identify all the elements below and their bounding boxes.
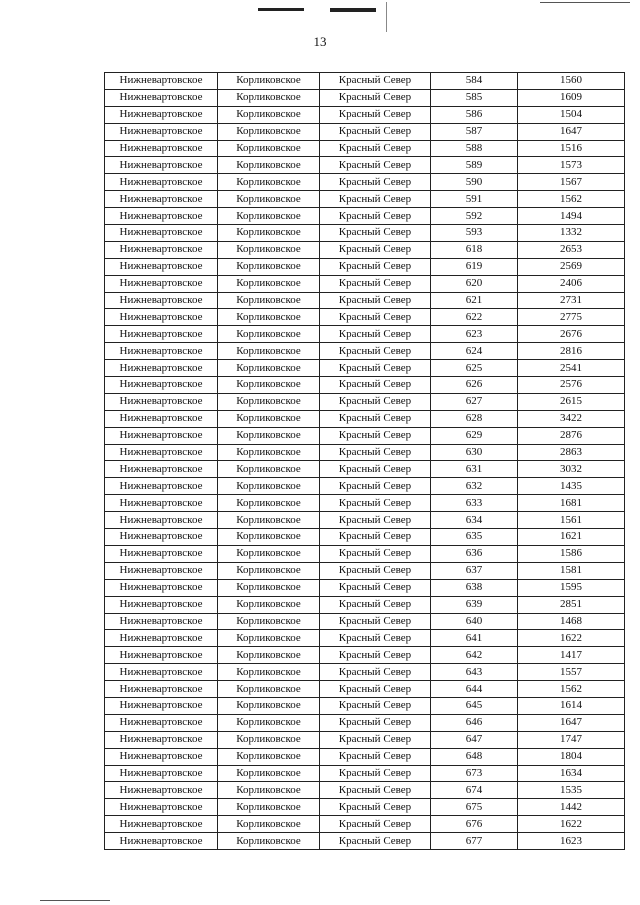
table-cell: Нижневартовское bbox=[105, 782, 218, 799]
table-cell: 593 bbox=[431, 225, 518, 242]
table-cell: Нижневартовское bbox=[105, 123, 218, 140]
table-cell: Нижневартовское bbox=[105, 529, 218, 546]
table-cell: 638 bbox=[431, 579, 518, 596]
table-cell: 1332 bbox=[518, 225, 625, 242]
table-cell: 2731 bbox=[518, 292, 625, 309]
table-cell: Корликовское bbox=[218, 427, 320, 444]
table-row bbox=[105, 579, 625, 596]
table-cell: 619 bbox=[431, 258, 518, 275]
table-row bbox=[105, 461, 625, 478]
table-cell: Нижневартовское bbox=[105, 816, 218, 833]
table-row bbox=[105, 681, 625, 698]
table-cell: 592 bbox=[431, 208, 518, 225]
table-cell: Корликовское bbox=[218, 360, 320, 377]
table-row bbox=[105, 816, 625, 833]
table-cell: 625 bbox=[431, 360, 518, 377]
table-cell: 631 bbox=[431, 461, 518, 478]
table-cell: 643 bbox=[431, 664, 518, 681]
table-cell: Нижневартовское bbox=[105, 73, 218, 90]
table-row bbox=[105, 512, 625, 529]
table-cell: 621 bbox=[431, 292, 518, 309]
table-row bbox=[105, 258, 625, 275]
table-cell: Корликовское bbox=[218, 799, 320, 816]
table-cell: Красный Север bbox=[320, 799, 431, 816]
table-cell: 673 bbox=[431, 765, 518, 782]
table-cell: Красный Север bbox=[320, 89, 431, 106]
table-cell: Красный Север bbox=[320, 427, 431, 444]
table-cell: 633 bbox=[431, 495, 518, 512]
table-cell: 632 bbox=[431, 478, 518, 495]
table-cell: 586 bbox=[431, 106, 518, 123]
table-cell: Корликовское bbox=[218, 562, 320, 579]
table-cell: Корликовское bbox=[218, 697, 320, 714]
table-cell: 1609 bbox=[518, 89, 625, 106]
table-cell: 675 bbox=[431, 799, 518, 816]
table-cell: 590 bbox=[431, 174, 518, 191]
table-cell: 1573 bbox=[518, 157, 625, 174]
table-cell: 626 bbox=[431, 377, 518, 394]
table-cell: Нижневартовское bbox=[105, 225, 218, 242]
table-row bbox=[105, 545, 625, 562]
table-cell: 641 bbox=[431, 630, 518, 647]
table-cell: 1747 bbox=[518, 731, 625, 748]
table-cell: 2851 bbox=[518, 596, 625, 613]
table-cell: 584 bbox=[431, 73, 518, 90]
table-cell: Корликовское bbox=[218, 292, 320, 309]
table-cell: Корликовское bbox=[218, 748, 320, 765]
table-cell: 676 bbox=[431, 816, 518, 833]
table-cell: Нижневартовское bbox=[105, 444, 218, 461]
table-row bbox=[105, 89, 625, 106]
table-cell: Нижневартовское bbox=[105, 427, 218, 444]
table-cell: Корликовское bbox=[218, 714, 320, 731]
table-cell: Нижневартовское bbox=[105, 275, 218, 292]
table-cell: 1621 bbox=[518, 529, 625, 546]
table-row bbox=[105, 157, 625, 174]
table-row bbox=[105, 613, 625, 630]
table-cell: Корликовское bbox=[218, 545, 320, 562]
table-cell: Красный Север bbox=[320, 748, 431, 765]
table-cell: Красный Север bbox=[320, 478, 431, 495]
table-cell: Корликовское bbox=[218, 444, 320, 461]
table-cell: 634 bbox=[431, 512, 518, 529]
table-row bbox=[105, 495, 625, 512]
table-cell: 624 bbox=[431, 343, 518, 360]
table-cell: 642 bbox=[431, 647, 518, 664]
table-cell: Корликовское bbox=[218, 782, 320, 799]
scan-artifact bbox=[330, 8, 376, 12]
table-cell: Нижневартовское bbox=[105, 191, 218, 208]
table-cell: Корликовское bbox=[218, 630, 320, 647]
table-cell: Нижневартовское bbox=[105, 343, 218, 360]
table-cell: Нижневартовское bbox=[105, 748, 218, 765]
table-cell: 1622 bbox=[518, 630, 625, 647]
table-cell: Красный Север bbox=[320, 140, 431, 157]
table-cell: 1562 bbox=[518, 191, 625, 208]
table-cell: Нижневартовское bbox=[105, 106, 218, 123]
table-cell: Нижневартовское bbox=[105, 89, 218, 106]
table-cell: 645 bbox=[431, 697, 518, 714]
table-cell: Корликовское bbox=[218, 833, 320, 850]
table-cell: 2816 bbox=[518, 343, 625, 360]
table-row bbox=[105, 410, 625, 427]
table-cell: 674 bbox=[431, 782, 518, 799]
table-row bbox=[105, 562, 625, 579]
table-cell: Красный Север bbox=[320, 258, 431, 275]
table-cell: 2676 bbox=[518, 326, 625, 343]
table-cell: 639 bbox=[431, 596, 518, 613]
table-cell: Корликовское bbox=[218, 681, 320, 698]
table-row bbox=[105, 478, 625, 495]
table-cell: Корликовское bbox=[218, 123, 320, 140]
table-cell: 647 bbox=[431, 731, 518, 748]
table-cell: Красный Север bbox=[320, 410, 431, 427]
table-row bbox=[105, 275, 625, 292]
table-cell: 591 bbox=[431, 191, 518, 208]
table-cell: Нижневартовское bbox=[105, 140, 218, 157]
table-cell: Красный Север bbox=[320, 123, 431, 140]
table-row bbox=[105, 748, 625, 765]
table-cell: 635 bbox=[431, 529, 518, 546]
scan-artifact bbox=[40, 900, 110, 901]
table-cell: Нижневартовское bbox=[105, 697, 218, 714]
table-cell: Красный Север bbox=[320, 596, 431, 613]
table-cell: Корликовское bbox=[218, 309, 320, 326]
table-cell: Корликовское bbox=[218, 140, 320, 157]
table-cell: Красный Север bbox=[320, 191, 431, 208]
table-row bbox=[105, 664, 625, 681]
table-cell: Корликовское bbox=[218, 106, 320, 123]
table-cell: Красный Север bbox=[320, 630, 431, 647]
table-cell: Нижневартовское bbox=[105, 714, 218, 731]
table-cell: 1560 bbox=[518, 73, 625, 90]
table-cell: 2569 bbox=[518, 258, 625, 275]
table-cell: Корликовское bbox=[218, 664, 320, 681]
table-row bbox=[105, 174, 625, 191]
table-cell: 1442 bbox=[518, 799, 625, 816]
table-cell: 618 bbox=[431, 241, 518, 258]
table-cell: Нижневартовское bbox=[105, 512, 218, 529]
table-cell: 2615 bbox=[518, 393, 625, 410]
table-cell: 623 bbox=[431, 326, 518, 343]
table-cell: Красный Север bbox=[320, 309, 431, 326]
table-row bbox=[105, 360, 625, 377]
table-cell: 2863 bbox=[518, 444, 625, 461]
page-number: 13 bbox=[313, 34, 327, 49]
table-cell: 1567 bbox=[518, 174, 625, 191]
table-cell: 1647 bbox=[518, 714, 625, 731]
table-cell: Корликовское bbox=[218, 377, 320, 394]
table-cell: 2406 bbox=[518, 275, 625, 292]
table-cell: 3422 bbox=[518, 410, 625, 427]
table-cell: Нижневартовское bbox=[105, 174, 218, 191]
table-cell: 677 bbox=[431, 833, 518, 850]
table-cell: Красный Север bbox=[320, 714, 431, 731]
table-row bbox=[105, 782, 625, 799]
table-cell: Красный Север bbox=[320, 326, 431, 343]
table-cell: 1681 bbox=[518, 495, 625, 512]
table-cell: 1468 bbox=[518, 613, 625, 630]
table-cell: Нижневартовское bbox=[105, 157, 218, 174]
table-cell: 585 bbox=[431, 89, 518, 106]
table-cell: 1804 bbox=[518, 748, 625, 765]
table-cell: Нижневартовское bbox=[105, 292, 218, 309]
table-row bbox=[105, 393, 625, 410]
table-cell: 1504 bbox=[518, 106, 625, 123]
table-cell: Красный Север bbox=[320, 833, 431, 850]
table-cell: Красный Север bbox=[320, 174, 431, 191]
table-cell: Красный Север bbox=[320, 731, 431, 748]
table-cell: 1557 bbox=[518, 664, 625, 681]
table-cell: Красный Север bbox=[320, 393, 431, 410]
table-cell: Нижневартовское bbox=[105, 562, 218, 579]
table-cell: Нижневартовское bbox=[105, 461, 218, 478]
table-cell: Корликовское bbox=[218, 731, 320, 748]
table-cell: Красный Север bbox=[320, 292, 431, 309]
table-cell: Красный Север bbox=[320, 444, 431, 461]
table-cell: 627 bbox=[431, 393, 518, 410]
table-cell: Красный Север bbox=[320, 241, 431, 258]
table-cell: Красный Север bbox=[320, 377, 431, 394]
table-cell: 648 bbox=[431, 748, 518, 765]
table-cell: Корликовское bbox=[218, 410, 320, 427]
table-cell: 1622 bbox=[518, 816, 625, 833]
table-cell: Корликовское bbox=[218, 393, 320, 410]
table-cell: Нижневартовское bbox=[105, 579, 218, 596]
table-cell: Красный Север bbox=[320, 579, 431, 596]
table-row bbox=[105, 630, 625, 647]
table-cell: 588 bbox=[431, 140, 518, 157]
table-cell: Нижневартовское bbox=[105, 410, 218, 427]
table-row bbox=[105, 444, 625, 461]
table-cell: Нижневартовское bbox=[105, 799, 218, 816]
table-cell: Корликовское bbox=[218, 647, 320, 664]
table-cell: 2541 bbox=[518, 360, 625, 377]
table-cell: 587 bbox=[431, 123, 518, 140]
table-cell: Корликовское bbox=[218, 613, 320, 630]
table-cell: 1647 bbox=[518, 123, 625, 140]
table-cell: Корликовское bbox=[218, 579, 320, 596]
table-cell: Нижневартовское bbox=[105, 545, 218, 562]
table-cell: 1417 bbox=[518, 647, 625, 664]
table-cell: 1516 bbox=[518, 140, 625, 157]
table-cell: Корликовское bbox=[218, 326, 320, 343]
table-cell: Нижневартовское bbox=[105, 208, 218, 225]
table-row bbox=[105, 697, 625, 714]
table-cell: 1581 bbox=[518, 562, 625, 579]
table-cell: Нижневартовское bbox=[105, 360, 218, 377]
table-cell: Корликовское bbox=[218, 225, 320, 242]
table-cell: Нижневартовское bbox=[105, 377, 218, 394]
table-cell: Корликовское bbox=[218, 495, 320, 512]
table-cell: Корликовское bbox=[218, 461, 320, 478]
table-cell: Красный Север bbox=[320, 765, 431, 782]
table-row bbox=[105, 73, 625, 90]
table-cell: Красный Север bbox=[320, 664, 431, 681]
table-cell: 620 bbox=[431, 275, 518, 292]
table-cell: Нижневартовское bbox=[105, 664, 218, 681]
table-cell: Корликовское bbox=[218, 816, 320, 833]
table-cell: 622 bbox=[431, 309, 518, 326]
table-cell: 2876 bbox=[518, 427, 625, 444]
table-cell: Нижневартовское bbox=[105, 596, 218, 613]
table-cell: 2775 bbox=[518, 309, 625, 326]
table-cell: Корликовское bbox=[218, 596, 320, 613]
table-cell: Корликовское bbox=[218, 258, 320, 275]
table-cell: 1535 bbox=[518, 782, 625, 799]
table-cell: 1562 bbox=[518, 681, 625, 698]
table-row bbox=[105, 427, 625, 444]
table-cell: Красный Север bbox=[320, 529, 431, 546]
table-row bbox=[105, 731, 625, 748]
scan-artifact bbox=[540, 2, 630, 3]
table-cell: Нижневартовское bbox=[105, 241, 218, 258]
table-cell: Красный Север bbox=[320, 73, 431, 90]
table-row bbox=[105, 529, 625, 546]
table-cell: Красный Север bbox=[320, 495, 431, 512]
table-cell: 1595 bbox=[518, 579, 625, 596]
table-cell: 629 bbox=[431, 427, 518, 444]
table-cell: 1494 bbox=[518, 208, 625, 225]
table-cell: Красный Север bbox=[320, 545, 431, 562]
table-cell: Корликовское bbox=[218, 191, 320, 208]
table-cell: Нижневартовское bbox=[105, 630, 218, 647]
table-cell: Нижневартовское bbox=[105, 258, 218, 275]
table-cell: Корликовское bbox=[218, 241, 320, 258]
table-cell: Красный Север bbox=[320, 106, 431, 123]
table-row bbox=[105, 647, 625, 664]
table-row bbox=[105, 208, 625, 225]
table-cell: Нижневартовское bbox=[105, 309, 218, 326]
table-row bbox=[105, 292, 625, 309]
table-cell: 589 bbox=[431, 157, 518, 174]
data-table bbox=[104, 72, 625, 850]
table-cell: Красный Север bbox=[320, 360, 431, 377]
table-cell: 628 bbox=[431, 410, 518, 427]
table-cell: Нижневартовское bbox=[105, 478, 218, 495]
table-cell: Красный Север bbox=[320, 225, 431, 242]
table-cell: Корликовское bbox=[218, 478, 320, 495]
table-cell: Нижневартовское bbox=[105, 765, 218, 782]
table-cell: Красный Север bbox=[320, 208, 431, 225]
table-cell: 640 bbox=[431, 613, 518, 630]
table-cell: 630 bbox=[431, 444, 518, 461]
scan-artifact bbox=[258, 8, 304, 11]
table-cell: 644 bbox=[431, 681, 518, 698]
table-row bbox=[105, 377, 625, 394]
table-row bbox=[105, 799, 625, 816]
table-cell: Корликовское bbox=[218, 275, 320, 292]
table-cell: Нижневартовское bbox=[105, 393, 218, 410]
table-cell: Красный Север bbox=[320, 613, 431, 630]
table-cell: 1586 bbox=[518, 545, 625, 562]
table-cell: Нижневартовское bbox=[105, 833, 218, 850]
table-cell: Нижневартовское bbox=[105, 731, 218, 748]
table-cell: 2653 bbox=[518, 241, 625, 258]
table-cell: 1614 bbox=[518, 697, 625, 714]
table-cell: 646 bbox=[431, 714, 518, 731]
table-cell: Корликовское bbox=[218, 765, 320, 782]
table-cell: Красный Север bbox=[320, 782, 431, 799]
table-cell: Красный Север bbox=[320, 512, 431, 529]
table-cell: Красный Север bbox=[320, 562, 431, 579]
table-row bbox=[105, 596, 625, 613]
table-row bbox=[105, 714, 625, 731]
table-cell: Нижневартовское bbox=[105, 326, 218, 343]
table-cell: Красный Север bbox=[320, 275, 431, 292]
table-cell: Красный Север bbox=[320, 461, 431, 478]
table-cell: Корликовское bbox=[218, 343, 320, 360]
table-cell: Корликовское bbox=[218, 208, 320, 225]
table-cell: 1634 bbox=[518, 765, 625, 782]
table-cell: Корликовское bbox=[218, 174, 320, 191]
table-row bbox=[105, 833, 625, 850]
table-body bbox=[105, 73, 625, 850]
table-cell: 1561 bbox=[518, 512, 625, 529]
table-cell: 636 bbox=[431, 545, 518, 562]
table-cell: 637 bbox=[431, 562, 518, 579]
table-cell: Корликовское bbox=[218, 89, 320, 106]
table-cell: 3032 bbox=[518, 461, 625, 478]
table-row bbox=[105, 123, 625, 140]
table-cell: Красный Север bbox=[320, 681, 431, 698]
table-cell: Красный Север bbox=[320, 697, 431, 714]
table-cell: Корликовское bbox=[218, 512, 320, 529]
table-cell: 1435 bbox=[518, 478, 625, 495]
table-cell: 1623 bbox=[518, 833, 625, 850]
table-row bbox=[105, 191, 625, 208]
table-cell: Красный Север bbox=[320, 647, 431, 664]
table-row bbox=[105, 343, 625, 360]
table-cell: Корликовское bbox=[218, 529, 320, 546]
table-row bbox=[105, 106, 625, 123]
table-cell: Корликовское bbox=[218, 157, 320, 174]
scan-artifact bbox=[386, 2, 387, 32]
table-cell: 2576 bbox=[518, 377, 625, 394]
table-row bbox=[105, 241, 625, 258]
table-row bbox=[105, 140, 625, 157]
table-cell: Нижневартовское bbox=[105, 613, 218, 630]
table-row bbox=[105, 225, 625, 242]
table-row bbox=[105, 765, 625, 782]
table-cell: Красный Север bbox=[320, 157, 431, 174]
table-row bbox=[105, 309, 625, 326]
table-cell: Красный Север bbox=[320, 343, 431, 360]
table-cell: Нижневартовское bbox=[105, 495, 218, 512]
table-cell: Корликовское bbox=[218, 73, 320, 90]
table-cell: Нижневартовское bbox=[105, 681, 218, 698]
table-cell: Красный Север bbox=[320, 816, 431, 833]
table-row bbox=[105, 326, 625, 343]
table-cell: Нижневартовское bbox=[105, 647, 218, 664]
